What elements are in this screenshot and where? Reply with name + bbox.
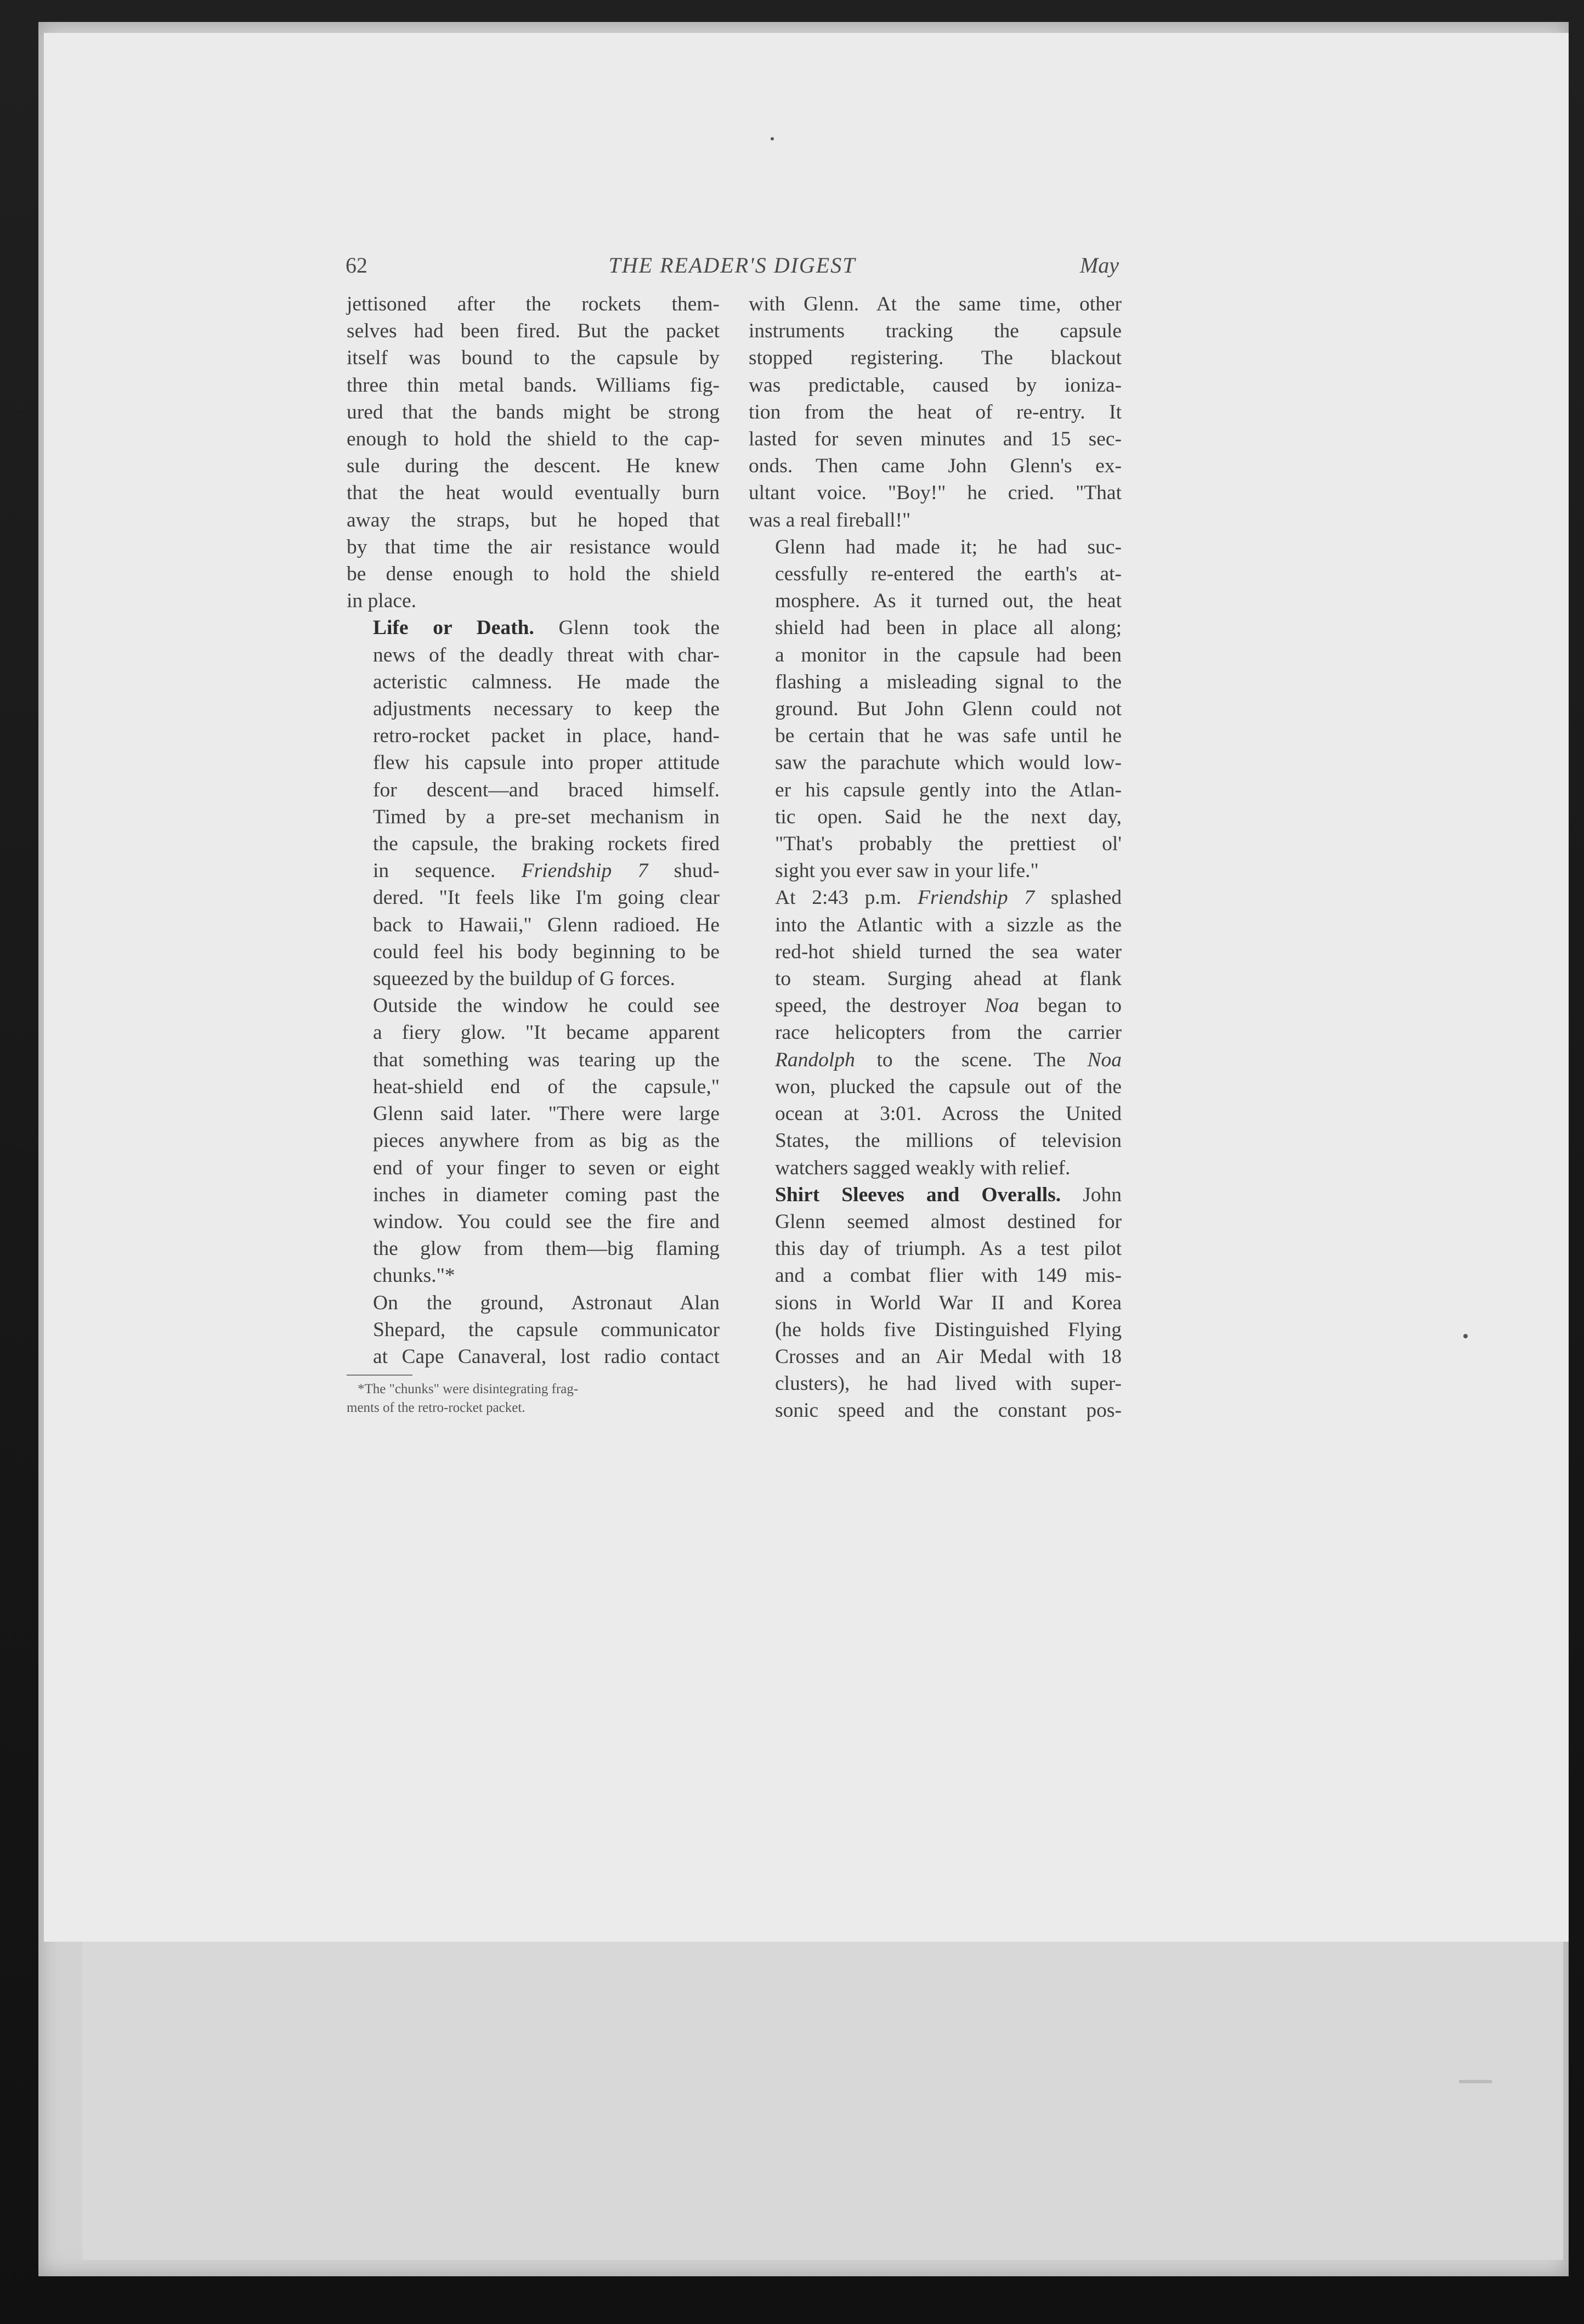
- text-line: at Cape Canaveral, lost radio contact: [373, 1345, 720, 1368]
- text-line: that the heat would eventually burn: [347, 482, 720, 505]
- text-line: sight you ever saw in your life.": [775, 860, 1039, 883]
- text-line: itself was bound to the capsule by: [347, 347, 720, 370]
- text-line: into the Atlantic with a sizzle as the: [775, 913, 1122, 936]
- text-line: retro-rocket packet in place, hand-: [373, 725, 720, 748]
- text-line: Glenn said later. "There were large: [373, 1102, 720, 1126]
- paragraph: [749, 534, 1122, 885]
- paragraph: [347, 291, 720, 614]
- text-line: heat-shield end of the capsule,": [373, 1075, 720, 1098]
- text-line: sonic speed and the constant pos-: [775, 1399, 1122, 1422]
- text-line: red-hot shield turned the sea water: [775, 940, 1122, 963]
- italic-ship-name: Noa: [985, 994, 1020, 1017]
- text-line: with Glenn. At the same time, other: [749, 293, 1122, 315]
- text-line: flashing a misleading signal to the: [775, 670, 1122, 693]
- text-line: [749, 1047, 1122, 1073]
- text-line: chunks."*: [373, 1264, 455, 1287]
- text-line: and a combat flier with 149 mis-: [775, 1264, 1122, 1287]
- text-line: [749, 1181, 1122, 1208]
- section-rubric: Life or Death.: [373, 617, 534, 640]
- text-line: adjustments necessary to keep the: [373, 698, 720, 721]
- text-run: Glenn took the: [534, 617, 720, 640]
- text-line: a monitor in the capsule had been: [775, 643, 1122, 666]
- page-number: 62: [346, 253, 367, 278]
- text-line: shield had been in place all along;: [775, 617, 1122, 640]
- page-header: [346, 252, 1119, 285]
- text-line: ocean at 3:01. Across the United: [775, 1102, 1122, 1126]
- text-line: sions in World War II and Korea: [775, 1291, 1122, 1314]
- text-line: (he holds five Distinguished Flying: [775, 1318, 1122, 1341]
- text-line: that something was tearing up the: [373, 1048, 720, 1071]
- text-line: On the ground, Astronaut Alan: [373, 1291, 720, 1314]
- italic-spacecraft-name: Friendship 7: [521, 860, 648, 883]
- text-line: er his capsule gently into the Atlan-: [775, 778, 1122, 801]
- text-line: clusters), he had lived with super-: [775, 1372, 1122, 1395]
- page-shadow-region: [82, 1942, 1563, 2260]
- text-line: cessfully re-entered the earth's at-: [775, 563, 1122, 586]
- text-line: dered. "It feels like I'm going clear: [373, 886, 720, 909]
- text-line: this day of triumph. As a test pilot: [775, 1237, 1122, 1260]
- italic-spacecraft-name: Friendship 7: [918, 886, 1035, 909]
- text-line: was a real fireball!": [749, 508, 911, 531]
- text-line: lasted for seven minutes and 15 sec-: [749, 428, 1122, 451]
- text-line: the capsule, the braking rockets fired: [373, 833, 720, 856]
- text-run: At 2:43 p.m.: [775, 886, 918, 909]
- italic-ship-name: Noa: [1087, 1048, 1122, 1071]
- footnote: [347, 1380, 720, 1417]
- text-line: acteristic calmness. He made the: [373, 670, 720, 693]
- text-line: mosphere. As it turned out, the heat: [775, 590, 1122, 613]
- text-run: splashed: [1034, 886, 1122, 909]
- text-line: [347, 614, 720, 641]
- issue-month: May: [1079, 253, 1119, 278]
- text-line: onds. Then came John Glenn's ex-: [749, 455, 1122, 478]
- text-line: window. You could see the fire and: [373, 1210, 720, 1233]
- text-line: Crosses and an Air Medal with 18: [775, 1345, 1122, 1368]
- text-line: Glenn had made it; he had suc-: [775, 535, 1122, 558]
- text-line: won, plucked the capsule out of the: [775, 1075, 1122, 1098]
- text-run: speed, the destroyer: [775, 994, 985, 1017]
- text-line: flew his capsule into proper attitude: [373, 751, 720, 774]
- text-line: selves had been fired. But the packet: [347, 320, 720, 343]
- footnote-line: ments of the retro-rocket packet.: [347, 1400, 525, 1416]
- text-run: to the scene. The: [855, 1048, 1088, 1071]
- text-line: [347, 857, 720, 884]
- text-line: watchers sagged weakly with relief.: [775, 1156, 1071, 1179]
- text-line: jettisoned after the rockets them-: [347, 293, 720, 315]
- text-line: away the straps, but he hoped that: [347, 508, 720, 531]
- text-line: enough to hold the shield to the cap-: [347, 428, 720, 451]
- text-line: news of the deadly threat with char-: [373, 643, 720, 666]
- text-line: ultant voice. "Boy!" he cried. "That: [749, 482, 1122, 505]
- text-line: [749, 992, 1122, 1019]
- film-edge-mark: [1459, 2080, 1492, 2083]
- text-line: ured that the bands might be strong: [347, 400, 720, 423]
- text-line: three thin metal bands. Williams fig-: [347, 374, 720, 397]
- text-line: could feel his body beginning to be: [373, 940, 720, 963]
- text-line: States, the millions of television: [775, 1129, 1122, 1152]
- text-run: shud-: [648, 860, 720, 883]
- text-line: back to Hawaii," Glenn radioed. He: [373, 913, 720, 936]
- paragraph: [347, 1290, 720, 1371]
- text-line: Outside the window he could see: [373, 994, 720, 1017]
- text-line: stopped registering. The blackout: [749, 347, 1122, 370]
- text-line: was predictable, caused by ioniza-: [749, 374, 1122, 397]
- text-line: a fiery glow. "It became apparent: [373, 1021, 720, 1044]
- footnote-rule: [347, 1375, 412, 1376]
- italic-ship-name: Randolph: [775, 1048, 855, 1071]
- dust-speck: [771, 137, 774, 140]
- paragraph: [749, 291, 1122, 534]
- section-rubric: Shirt Sleeves and Overalls.: [775, 1183, 1061, 1206]
- text-run: began to: [1019, 994, 1122, 1017]
- text-line: squeezed by the buildup of G forces.: [373, 968, 675, 991]
- text-line: the glow from them—big flaming: [373, 1237, 720, 1260]
- text-line: be certain that he was safe until he: [775, 725, 1122, 748]
- right-column: [749, 291, 1122, 1424]
- text-line: be dense enough to hold the shield: [347, 563, 720, 586]
- text-line: in place.: [347, 590, 417, 613]
- text-line: sule during the descent. He knew: [347, 455, 720, 478]
- paragraph: [347, 614, 720, 992]
- text-line: Shepard, the capsule communicator: [373, 1318, 720, 1341]
- text-run: in sequence.: [373, 860, 522, 883]
- text-line: inches in diameter coming past the: [373, 1183, 720, 1206]
- paragraph: [749, 884, 1122, 1181]
- text-line: by that time the air resistance would: [347, 535, 720, 558]
- paragraph: [749, 1181, 1122, 1424]
- text-line: "That's probably the prettiest ol': [775, 833, 1122, 856]
- dust-speck: [1463, 1334, 1468, 1338]
- footnote-line: *The "chunks" were disintegrating frag-: [358, 1382, 579, 1397]
- text-line: for descent—and braced himself.: [373, 778, 720, 801]
- text-line: end of your finger to seven or eight: [373, 1156, 720, 1179]
- text-line: [749, 884, 1122, 911]
- text-line: to steam. Surging ahead at flank: [775, 968, 1122, 991]
- text-line: race helicopters from the carrier: [775, 1021, 1122, 1044]
- running-head: THE READER'S DIGEST: [608, 253, 856, 278]
- text-line: Glenn seemed almost destined for: [775, 1210, 1122, 1233]
- text-line: saw the parachute which would low-: [775, 751, 1122, 774]
- text-line: instruments tracking the capsule: [749, 320, 1122, 343]
- text-run: John: [1061, 1183, 1122, 1206]
- text-line: pieces anywhere from as big as the: [373, 1129, 720, 1152]
- paragraph: [347, 992, 720, 1289]
- text-line: ground. But John Glenn could not: [775, 698, 1122, 721]
- left-column: [347, 291, 720, 1417]
- text-line: tic open. Said he the next day,: [775, 805, 1122, 828]
- text-line: tion from the heat of re-entry. It: [749, 400, 1122, 423]
- text-line: Timed by a pre-set mechanism in: [373, 805, 720, 828]
